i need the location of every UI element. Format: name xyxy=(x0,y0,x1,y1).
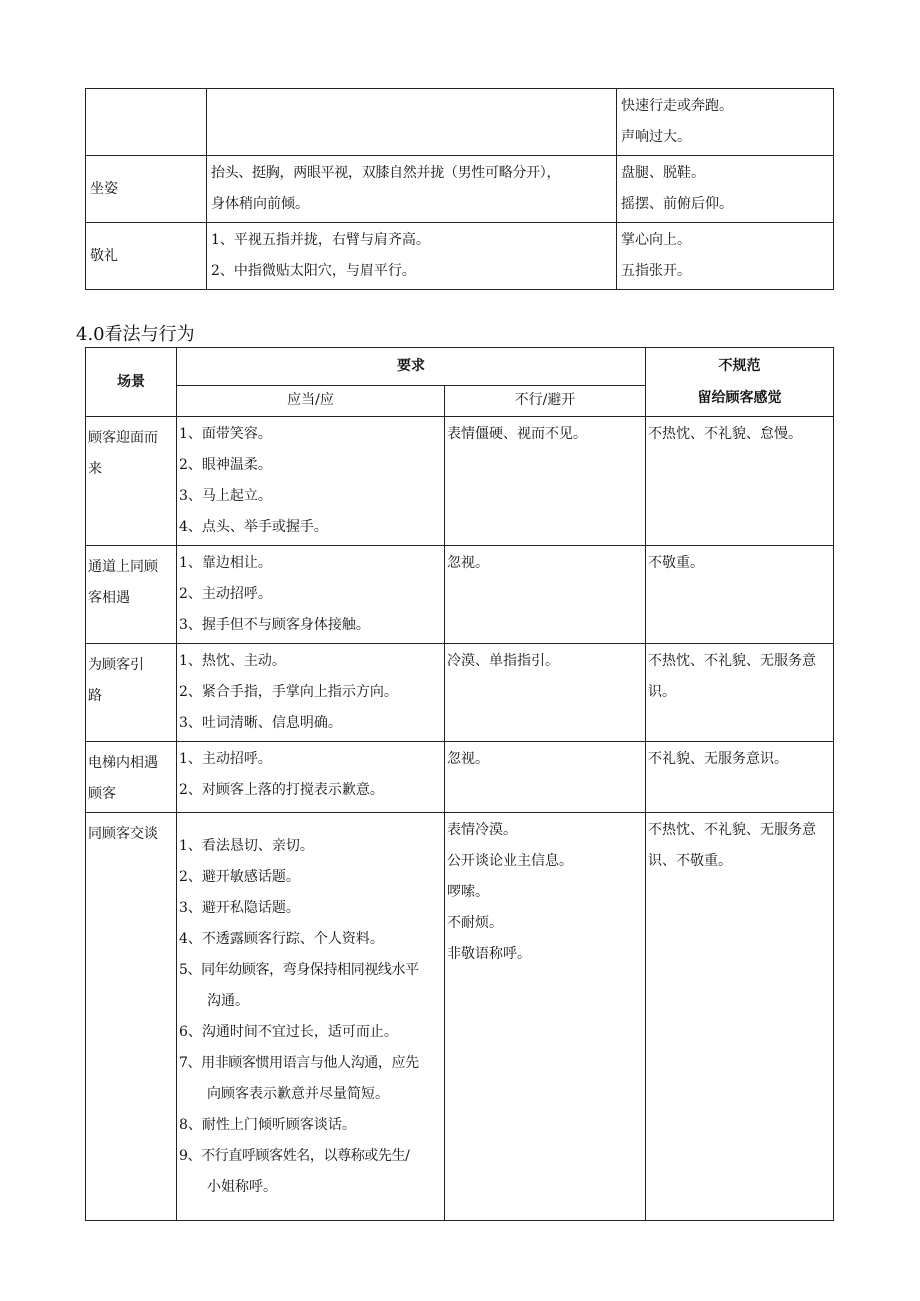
scene-text: 为顾客引 xyxy=(88,657,144,673)
impression-text: 不敬重。 xyxy=(648,555,704,571)
scene-text: 顾客 xyxy=(88,786,116,802)
impression-cell xyxy=(646,417,834,546)
list-item: 1、靠边相让。 xyxy=(179,555,272,571)
impression-text: 不热忱、不礼貌、无服务意 xyxy=(648,653,816,669)
table-row xyxy=(86,546,834,644)
table-row xyxy=(86,742,834,813)
posture-label-cell xyxy=(86,223,207,290)
header-scene xyxy=(86,348,177,417)
should-cell xyxy=(177,644,445,742)
impression-text: 不热忱、不礼貌、无服务意 xyxy=(648,822,816,838)
avoid-text: 忽视。 xyxy=(447,751,489,767)
should-cell xyxy=(177,417,445,546)
avoid-text: 声响过大。 xyxy=(621,129,691,145)
impression-text: 不礼貌、无服务意识。 xyxy=(648,751,788,767)
list-item: 4、不透露顾客行踪、个人资料。 xyxy=(179,931,384,947)
posture-label: 敬礼 xyxy=(90,247,118,264)
scene-cell xyxy=(86,417,177,546)
scene-cell xyxy=(86,546,177,644)
table-row xyxy=(86,156,834,223)
list-item: 9、不行直呼顾客姓名，以尊称或先生/ xyxy=(179,1148,410,1164)
requirement-text: 抬头、挺胸，两眼平视，双膝自然并拢（男性可略分开）， xyxy=(211,165,561,181)
posture-avoid-cell xyxy=(617,89,834,156)
list-item: 1、主动招呼。 xyxy=(179,751,272,767)
header-impression xyxy=(646,348,834,417)
avoid-text: 不耐烦。 xyxy=(447,915,503,931)
list-item-continuation: 沟通。 xyxy=(207,993,249,1009)
list-item: 2、主动招呼。 xyxy=(179,586,272,602)
table-row xyxy=(86,89,834,156)
scene-text: 来 xyxy=(88,461,102,477)
table-header-row xyxy=(86,348,834,386)
avoid-cell xyxy=(445,644,646,742)
list-item: 6、沟通时间不宜过长，适可而止。 xyxy=(179,1024,398,1040)
scene-text: 通道上同顾 xyxy=(88,559,158,575)
posture-label: 坐姿 xyxy=(90,180,118,197)
avoid-text: 公开谈论业主信息。 xyxy=(447,853,573,869)
avoid-cell xyxy=(445,546,646,644)
posture-requirement-cell xyxy=(207,156,617,223)
scene-text: 路 xyxy=(88,688,102,704)
scene-text: 同顾客交谈 xyxy=(88,826,158,842)
avoid-text: 忽视。 xyxy=(447,555,489,571)
avoid-text: 盘腿、脱鞋。 xyxy=(621,165,705,181)
requirement-text: 1、平视五指并拢，右臂与肩齐高。 xyxy=(211,232,430,248)
list-item: 8、耐性上门倾听顾客谈话。 xyxy=(179,1117,356,1133)
list-item: 7、用非顾客惯用语言与他人沟通，应先 xyxy=(179,1055,419,1071)
scene-cell xyxy=(86,742,177,813)
header-impression-line: 不规范 xyxy=(718,358,761,374)
avoid-text: 掌心向上。 xyxy=(621,232,691,248)
should-cell xyxy=(177,742,445,813)
list-item: 1、热忱、主动。 xyxy=(179,653,286,669)
list-item: 3、避开私隐话题。 xyxy=(179,900,300,916)
table-row xyxy=(86,644,834,742)
avoid-cell xyxy=(445,417,646,546)
avoid-text: 冷漠、单指指引。 xyxy=(447,653,559,669)
avoid-text: 非敬语称呼。 xyxy=(447,946,531,962)
list-item: 3、吐词清晰、信息明确。 xyxy=(179,715,342,731)
list-item: 2、眼神温柔。 xyxy=(179,457,272,473)
table-row xyxy=(86,223,834,290)
table-row xyxy=(86,813,834,1221)
scene-text: 顾客迎面而 xyxy=(88,430,158,446)
posture-avoid-cell xyxy=(617,223,834,290)
avoid-text: 摇摆、前俯后仰。 xyxy=(621,196,733,212)
impression-text: 不热忱、不礼貌、怠慢。 xyxy=(648,426,802,442)
header-requirement-text: 要求 xyxy=(397,357,425,374)
posture-requirement-cell xyxy=(207,223,617,290)
scene-cell xyxy=(86,813,177,1221)
scene-text: 电梯内相遇 xyxy=(88,755,158,771)
avoid-text: 表情僵硬、视而不见。 xyxy=(447,426,587,442)
posture-requirement-cell xyxy=(207,89,617,156)
posture-label-cell xyxy=(86,89,207,156)
avoid-text: 快速行走或奔跑。 xyxy=(621,98,733,114)
requirement-text: 身体稍向前倾。 xyxy=(211,196,309,212)
posture-label-cell xyxy=(86,156,207,223)
should-cell xyxy=(177,813,445,1221)
list-item: 1、面带笑容。 xyxy=(179,426,272,442)
should-cell xyxy=(177,546,445,644)
impression-cell xyxy=(646,742,834,813)
impression-text: 识。 xyxy=(648,684,676,700)
avoid-text: 表情冷漠。 xyxy=(447,822,517,838)
list-item: 4、点头、举手或握手。 xyxy=(179,519,328,535)
section-title: 4.0看法与行为 xyxy=(76,324,195,345)
list-item-continuation: 向顾客表示歉意并尽量简短。 xyxy=(207,1086,389,1102)
list-item: 3、握手但不与顾客身体接触。 xyxy=(179,617,370,633)
avoid-text: 五指张开。 xyxy=(621,263,691,279)
impression-cell xyxy=(646,813,834,1221)
posture-avoid-cell xyxy=(617,156,834,223)
impression-cell xyxy=(646,546,834,644)
impression-cell xyxy=(646,644,834,742)
avoid-cell xyxy=(445,742,646,813)
list-item: 2、对顾客上落的打搅表示歉意。 xyxy=(179,782,384,798)
header-should-not xyxy=(445,385,646,416)
scene-text: 客相遇 xyxy=(88,590,130,606)
header-should-text: 应当/应 xyxy=(287,391,334,408)
behavior-table xyxy=(85,347,834,1221)
posture-table xyxy=(85,88,834,290)
list-item-continuation: 小姐称呼。 xyxy=(207,1179,277,1195)
impression-text: 识、不敬重。 xyxy=(648,853,732,869)
header-impression-line: 留给顾客感觉 xyxy=(697,390,782,406)
requirement-text: 2、中指微贴太阳穴，与眉平行。 xyxy=(211,263,416,279)
header-scene-text: 场景 xyxy=(117,373,145,390)
avoid-cell xyxy=(445,813,646,1221)
list-item: 2、紧合手指，手掌向上指示方向。 xyxy=(179,684,398,700)
header-requirement xyxy=(177,348,646,386)
header-should-not-text: 不行/避开 xyxy=(514,391,576,408)
scene-cell xyxy=(86,644,177,742)
list-item: 2、避开敏感话题。 xyxy=(179,869,300,885)
avoid-text: 啰嗦。 xyxy=(447,884,489,900)
list-item: 3、马上起立。 xyxy=(179,488,272,504)
list-item: 5、同年幼顾客，弯身保持相同视线水平 xyxy=(179,962,419,978)
list-item: 1、看法恳切、亲切。 xyxy=(179,838,314,854)
table-row xyxy=(86,417,834,546)
header-should xyxy=(177,385,445,416)
